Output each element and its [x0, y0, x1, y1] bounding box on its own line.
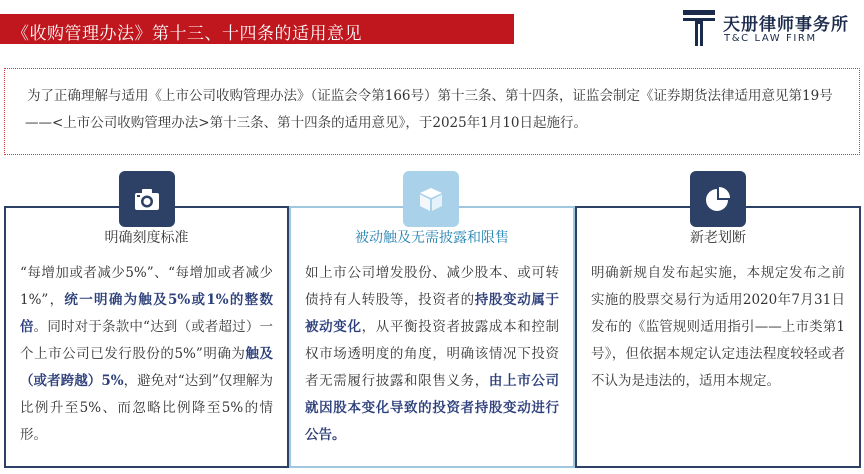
logo-english-name: T&C LAW FIRM	[724, 33, 817, 44]
card-body: “每增加或者减少5%”、“每增加或者减少1%”，统一明确为触及5%或1%的整数倍。同时对于条款中“达到（或者超过）一个上市公司已发行股份的5%”明确为触及（或者跨越）5%，避免对“达到”仅理解为比例升至5%、而忽略比例降至5%的情形。	[20, 265, 273, 443]
card-title: 明确刻度标准	[104, 230, 189, 246]
card-title: 被动触及无需披露和限售	[355, 230, 509, 246]
card-passive-trigger	[289, 206, 575, 468]
box-icon	[417, 185, 445, 213]
pie-chart-icon-box	[690, 171, 746, 227]
card-body: 如上市公司增发股份、减少股本、或可转债持有人转股等，投资者的持股变动属于被动变化，从平衡投资者披露成本和控制权市场透明度的角度，明确该情况下投资者无需履行披露和限售义务，由上市公司就因股本变化导致的投资者持股变动进行公告。	[305, 265, 560, 443]
title-bar	[0, 14, 514, 44]
card-title: 新老划断	[690, 230, 746, 246]
camera-icon-box	[119, 171, 175, 227]
page-title: 《收购管理办法》第十三、十四条的适用意见	[12, 24, 362, 44]
pie-chart-icon	[704, 185, 732, 213]
intro-text: 为了正确理解与适用《上市公司收购管理办法》（证监会令第166号）第十三条、第十四条，证监会制定《证券期货法律适用意见第19号——<上市公司收购管理办法>第十三条、第十四条的适用意见》，于2025年1月10日起施行。	[25, 88, 833, 131]
logo-chinese-name: 天册律师事务所	[723, 15, 849, 35]
camera-icon	[133, 185, 161, 213]
card-transition-rule	[575, 206, 861, 468]
card-body: 明确新规自发布起实施，本规定发布之前实施的股票交易行为适用2020年7月31日发布的《监管规则适用指引——上市类第1号》，但依据本规定认定违法程度较轻或者不认为是违法的，适用本规定。	[591, 265, 845, 389]
intro-box	[4, 68, 860, 155]
card-scale-standard	[4, 206, 289, 468]
firm-logo	[683, 10, 863, 50]
tc-logo-icon	[683, 10, 715, 46]
box-icon-box	[403, 171, 459, 227]
